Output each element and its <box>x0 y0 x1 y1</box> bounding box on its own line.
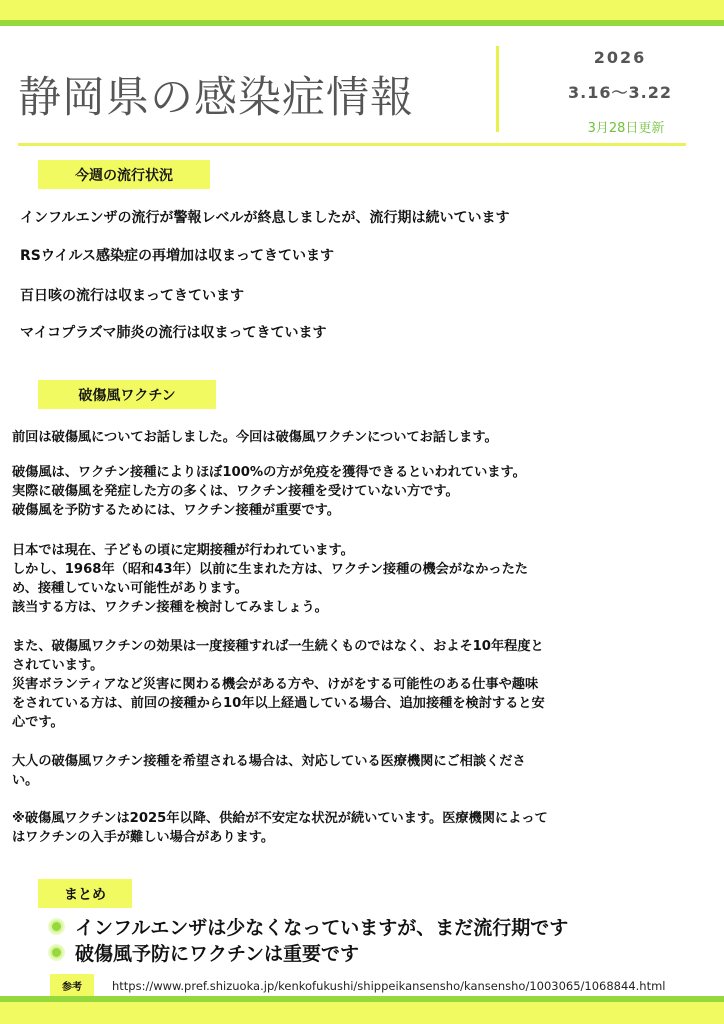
vaccine-text-line: 該当する方は、ワクチン接種を検討してみましょう。 <box>12 600 328 615</box>
vaccine-text-line: 大人の破傷風ワクチン接種を希望される場合は、対応している医療機関にご相談くださ <box>12 754 526 769</box>
vaccine-text-line: 前回は破傷風についてお話しました。今回は破傷風ワクチンについてお話します。 <box>12 430 498 445</box>
vaccine-text-line: め、接種していない可能性があります。 <box>12 581 248 596</box>
reference-link[interactable]: https://www.pref.shizuoka.jp/kenkofukushi/shippeikansensho/kansensho/1003065/1068844.html <box>112 979 666 993</box>
top-decorative-bar <box>0 0 724 26</box>
vaccine-text-line: 破傷風は、ワクチン接種によりほぼ100%の方が免疫を獲得できるといわれています。 <box>12 465 526 480</box>
top-green-stripe <box>0 20 724 26</box>
vaccine-text-line: い。 <box>12 773 39 788</box>
bottom-decorative-bar <box>0 996 724 1024</box>
vaccine-text-line: しかし、1968年（昭和43年）以前に生まれた方は、ワクチン接種の機会がなかったた <box>12 562 528 577</box>
vaccine-text-line: 心です。 <box>12 715 64 730</box>
vaccine-text-line: 実際に破傷風を発症した方の多くは、ワクチン接種を受けていない方です。 <box>12 484 459 499</box>
report-date-range: 3.16～3.22 <box>568 83 672 102</box>
bullet-dot-icon <box>50 920 63 933</box>
summary-section-label: まとめ <box>38 879 132 908</box>
header-vertical-divider <box>496 46 499 132</box>
report-year: 2026 <box>593 48 647 67</box>
summary-item-text: インフルエンザは少なくなっていますが、まだ流行期です <box>75 917 569 939</box>
summary-item <box>50 939 359 966</box>
vaccine-text-line: 破傷風を予防するためには、ワクチン接種が重要です。 <box>12 503 340 518</box>
vaccine-text-line: 日本では現在、子どもの頃に定期接種が行われています。 <box>12 543 354 558</box>
bottom-green-stripe <box>0 996 724 1002</box>
summary-item <box>50 913 568 940</box>
status-item-mycoplasma: マイコプラズマ肺炎の流行は収まってきています <box>20 325 327 341</box>
vaccine-text-line: 災害ボランティアなど災害に関わる機会がある方や、けがをする可能性のある仕事や趣味 <box>12 677 539 692</box>
weekly-status-label: 今週の流行状況 <box>38 160 210 189</box>
status-item-pertussis: 百日咳の流行は収まってきています <box>20 288 244 304</box>
status-item-rsv: RSウイルス感染症の再増加は収まってきています <box>20 248 335 264</box>
bullet-dot-icon <box>50 946 63 959</box>
vaccine-text-line: また、破傷風ワクチンの効果は一度接種すれば一生続くものではなく、およそ10年程度と <box>12 639 544 654</box>
status-item-influenza: インフルエンザの流行が警報レベルが終息しましたが、流行期は続いています <box>20 210 510 226</box>
vaccine-text-line: はワクチンの入手が難しい場合があります。 <box>12 830 275 845</box>
summary-item-text: 破傷風予防にワクチンは重要です <box>75 943 360 965</box>
updated-date: 3月28日更新 <box>587 121 665 136</box>
header-horizontal-divider <box>18 143 686 146</box>
reference-label: 参考 <box>50 974 94 996</box>
page-title: 静岡県の感染症情報 <box>18 73 414 123</box>
vaccine-text-line: されています。 <box>12 658 104 673</box>
vaccine-section-label: 破傷風ワクチン <box>38 380 216 409</box>
vaccine-text-line: をされている方は、前回の接種から10年以上経過している場合、追加接種を検討すると安 <box>12 696 545 711</box>
vaccine-text-line: ※破傷風ワクチンは2025年以降、供給が不安定な状況が続いています。医療機関によって <box>12 811 548 826</box>
